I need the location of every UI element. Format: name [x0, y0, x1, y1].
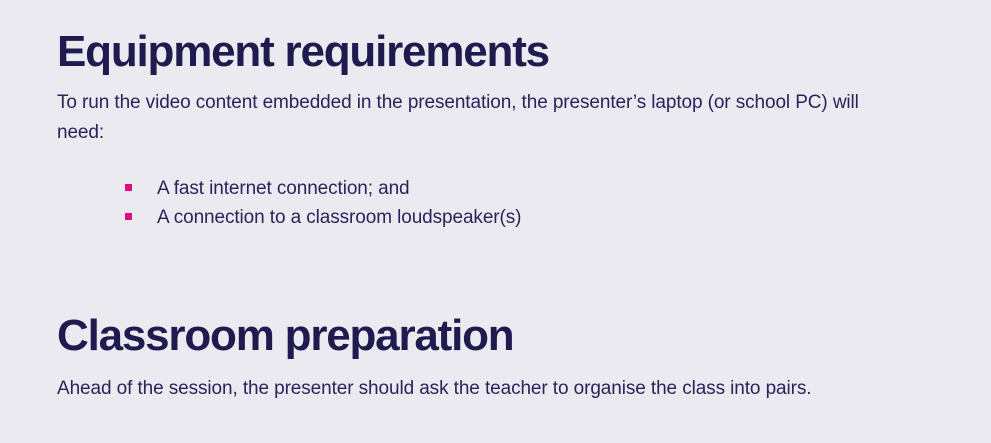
bullet-square-icon — [125, 184, 132, 191]
section-equipment-requirements — [57, 28, 953, 232]
equipment-requirements-heading: Equipment requirements — [57, 27, 549, 76]
bullet-square-icon — [125, 213, 132, 220]
equipment-intro-line-1: To run the video content embedded in the presentation, the presenter’s laptop (or school PC) will — [57, 92, 859, 113]
section-classroom-preparation — [57, 312, 953, 404]
classroom-preparation-heading: Classroom preparation — [57, 311, 514, 360]
equipment-intro-paragraph — [57, 88, 953, 148]
equipment-bullet-list — [57, 174, 953, 232]
classroom-preparation-paragraph — [57, 374, 953, 404]
bullet-item-internet — [125, 174, 953, 203]
bullet-item-label: A connection to a classroom loudspeaker(s) — [157, 207, 522, 228]
bullet-item-label: A fast internet connection; and — [157, 178, 410, 199]
classroom-preparation-line-1: Ahead of the session, the presenter should ask the teacher to organise the class into pairs. — [57, 378, 812, 399]
equipment-intro-line-2: need: — [57, 122, 105, 143]
bullet-item-loudspeaker — [125, 203, 953, 232]
